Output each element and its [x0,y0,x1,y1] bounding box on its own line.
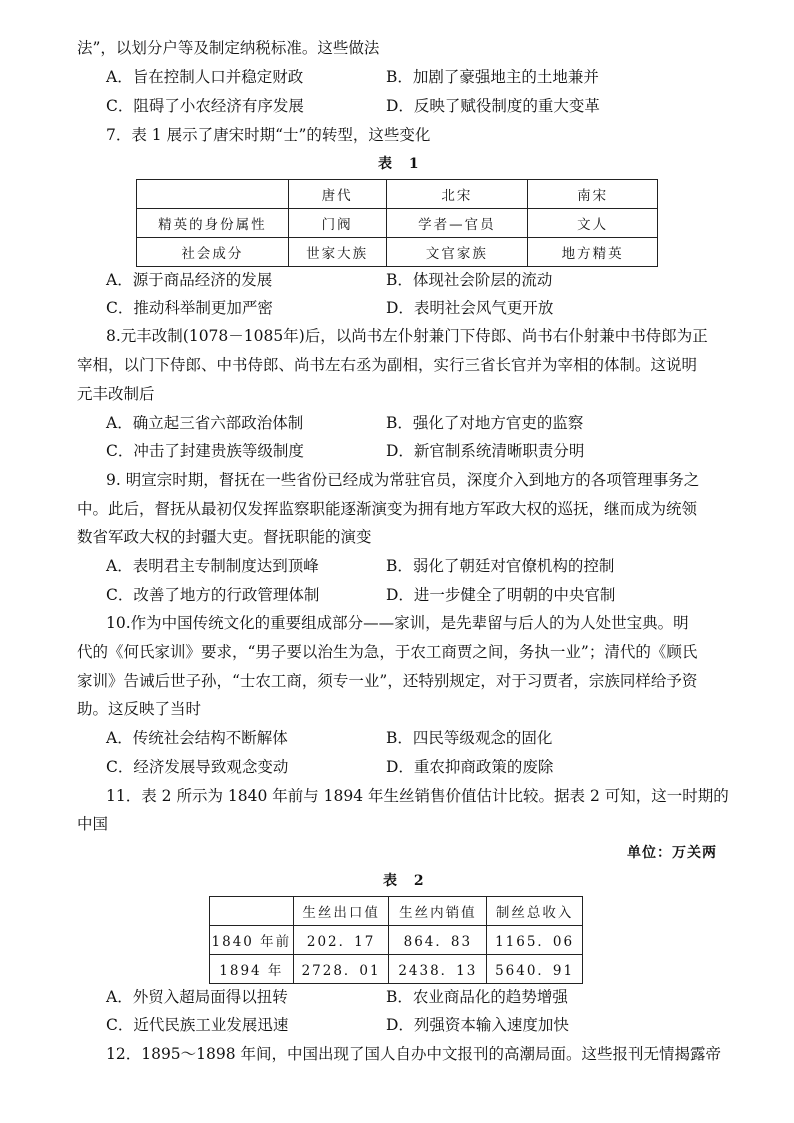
table-cell [137,180,289,209]
table-cell: 1840 年前 [210,926,294,955]
table-cell: 精英的身份属性 [137,209,289,238]
option-d: D．表明社会风气更开放 [386,299,554,317]
table-2-title: 表 2 [383,873,430,889]
table-cell: 地方精英 [528,238,658,267]
table-cell: 1165．06 [487,926,583,955]
option-c: C．冲击了封建贵族等级制度 [106,442,304,460]
option-c: C．经济发展导致观念变动 [106,758,289,776]
question-text: 助。这反映了当时 [77,700,202,718]
table-cell: 生丝内销值 [389,897,487,926]
table-cell: 社会成分 [137,238,289,267]
table-row [137,209,658,238]
option-a: A．旨在控制人口并稳定财政 [106,68,304,86]
option-a: A．确立起三省六部政治体制 [106,414,304,432]
option-b: B．体现社会阶层的流动 [386,271,553,289]
option-c: C．近代民族工业发展迅速 [106,1016,289,1034]
table-cell: 制丝总收入 [487,897,583,926]
option-a: A．传统社会结构不断解体 [106,729,288,747]
table-cell: 唐代 [288,180,386,209]
question-12: 12．1895～1898 年间，中国出现了国人自办中文报刊的高潮局面。这些报刊无情揭露帝 [106,1045,722,1063]
option-d: D．反映了赋役制度的重大变革 [386,97,600,115]
option-c: C．阻碍了小农经济有序发展 [106,97,304,115]
question-text: 中。此后，督抚从最初仅发挥监察职能逐渐演变为拥有地方军政大权的巡抚，继而成为统领 [77,500,698,518]
table-cell: 2728．01 [293,955,389,984]
table-1-title: 表 1 [378,156,425,172]
table-cell: 1894 年 [210,955,294,984]
table-row [137,238,658,267]
option-b: B．弱化了朝廷对官僚机构的控制 [386,557,615,575]
question-text: 法”，以划分户等及制定纳税标准。这些做法 [77,39,380,57]
table-cell: 北宋 [386,180,528,209]
option-b: B．加剧了豪强地主的土地兼并 [386,68,599,86]
option-a: A．源于商品经济的发展 [106,271,273,289]
option-b: B．强化了对地方官吏的监察 [386,414,584,432]
table-cell: 文官家族 [386,238,528,267]
question-10: 10.作为中国传统文化的重要组成部分——家训，是先辈留与后人的为人处世宝典。明 [106,614,689,632]
option-b: B．农业商品化的趋势增强 [386,988,568,1006]
table-row [210,897,583,926]
question-8: 8.元丰改制(1078－1085年)后，以尚书左仆射兼门下侍郎、尚书右仆射兼中书侍郎为正 [106,327,708,345]
table-row [137,180,658,209]
option-c: C．改善了地方的行政管理体制 [106,586,320,604]
option-a: A．表明君主专制制度达到顶峰 [106,557,319,575]
table-cell: 864．83 [389,926,487,955]
question-text: 数省军政大权的封疆大吏。督抚职能的演变 [77,528,372,546]
table-cell: 南宋 [528,180,658,209]
table-cell: 202．17 [293,926,389,955]
option-d: D．列强资本输入速度加快 [386,1016,569,1034]
table-1 [136,179,658,267]
option-c: C．推动科举制更加严密 [106,299,273,317]
question-text: 宰相，以门下侍郎、中书侍郎、尚书左右丞为副相，实行三省长官并为宰相的体制。这说明 [77,356,698,374]
question-9: 9. 明宣宗时期，督抚在一些省份已经成为常驻官员，深度介入到地方的各项管理事务之 [106,471,700,489]
table-2 [209,896,583,984]
question-text: 代的《何氏家训》要求，“男子要以治生为急，于农工商贾之间，务执一业”；清代的《顾氏 [77,643,698,661]
question-text: 中国 [77,815,109,833]
option-d: D．新官制系统清晰职责分明 [386,442,585,460]
table-cell: 生丝出口值 [293,897,389,926]
table-row [210,955,583,984]
table-cell [210,897,294,926]
table-cell: 5640．91 [487,955,583,984]
table-cell: 学者—官员 [386,209,528,238]
option-b: B．四民等级观念的固化 [386,729,553,747]
option-a: A．外贸入超局面得以扭转 [106,988,288,1006]
question-text: 元丰改制后 [77,385,155,403]
question-7: 7．表 1 展示了唐宋时期“士”的转型，这些变化 [106,126,431,144]
question-11: 11．表 2 所示为 1840 年前与 1894 年生丝销售价值估计比较。据表 2 可知，这一时期的 [106,787,729,805]
option-d: D．进一步健全了明朝的中央官制 [386,586,616,604]
table-cell: 门阀 [288,209,386,238]
table-row [210,926,583,955]
unit-label: 单位：万关两 [627,845,717,861]
question-text: 家训》告诫后世子孙，“士农工商，须专一业”，还特别规定，对于习贾者，宗族同样给予资 [77,672,698,690]
table-cell: 世家大族 [288,238,386,267]
option-d: D．重农抑商政策的废除 [386,758,554,776]
table-cell: 2438．13 [389,955,487,984]
table-cell: 文人 [528,209,658,238]
